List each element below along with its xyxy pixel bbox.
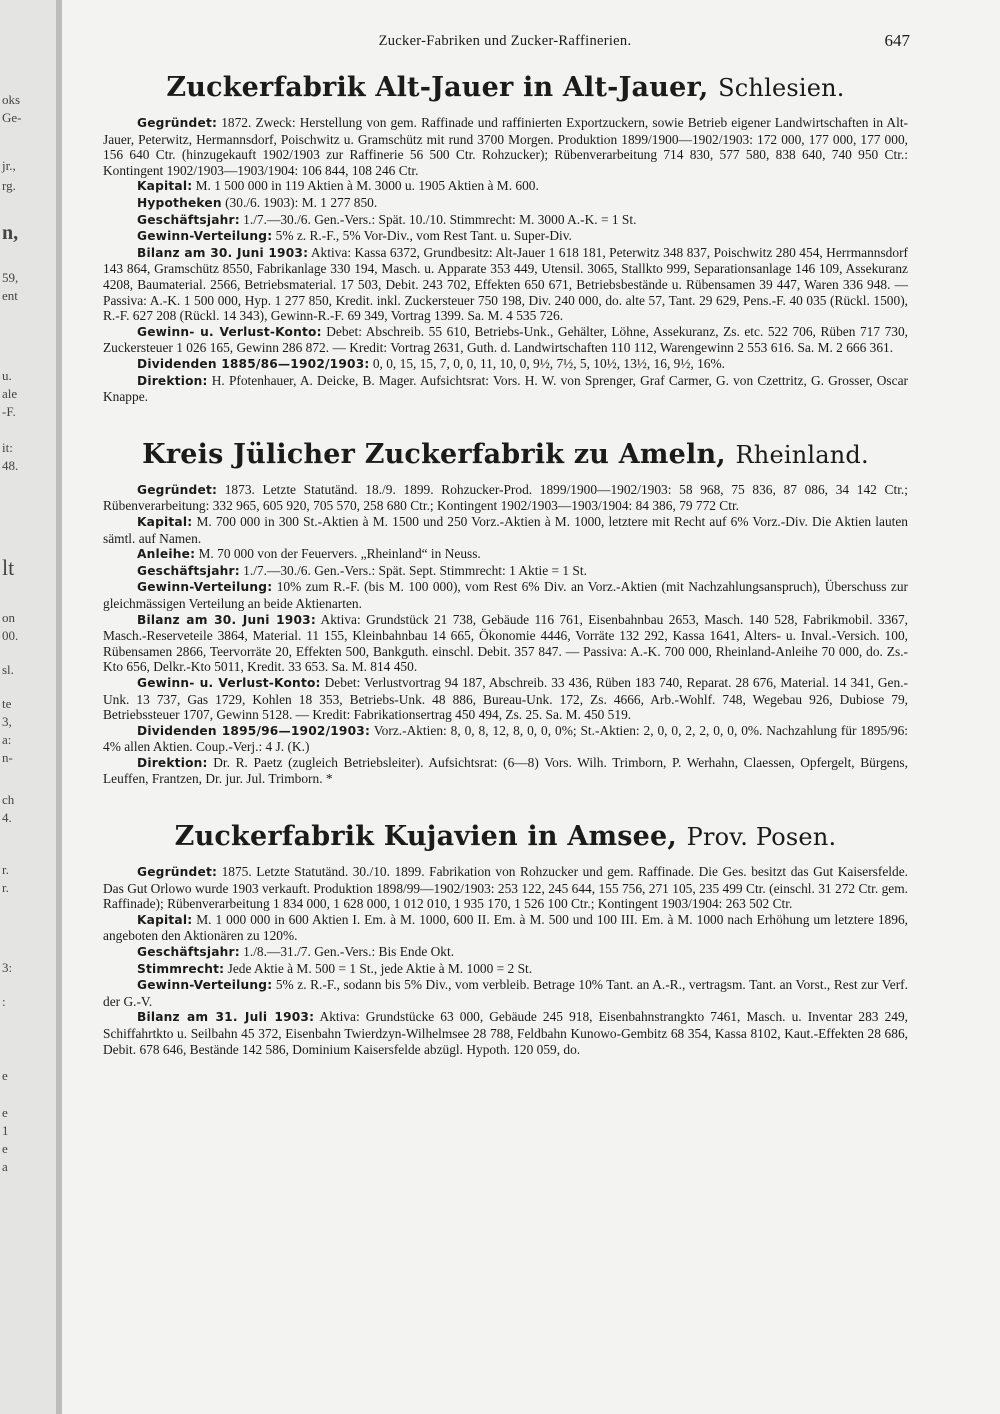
entry-text: 5% z. R.-F., sodann bis 5% Div., vom verbleib. Betrage 10% Tant. an A.-R., vertragsm. Tant. an Vorst., Rest zur Verf. der G.-V. [103,977,908,1009]
entry-text: 1875. Letzte Statutänd. 30./10. 1899. Fabrikation von Rohzucker und gem. Raffinade. Die Ges. besitzt das Gut Kaisersfelde. Das Gut Orlowo wurde 1903 verkauft. Produktion 1898/99—1902/1903: 253 122, 245 644, 155 756, 271 105, 235 499 Ctr. (einschl. 31 272 Ctr. gem. Raffinade); Rübenverarbeitung 1 834 000, 1 628 000, 1 012 010, 1 935 170, 1 526 100 Ctr.; Kontingent 1903/1904: 263 502 Ctr. [103,864,908,912]
entry-text: Jede Aktie à M. 500 = 1 St., jede Aktie à M. 1000 = 2 St. [227,960,533,976]
entry-text: 1./7.—30./6. Gen.-Vers.: Spät. Sept. Stimmrecht: 1 Aktie = 1 St. [243,562,587,578]
entry-label: Gegründet: [137,482,218,497]
gutter-fragment: : [2,994,6,1009]
entry-gewinn-verteilung [103,579,908,611]
entry-text: (30./6. 1903): M. 1 277 850. [225,195,378,211]
company-name: Kreis Jülicher Zuckerfabrik zu Ameln, [142,438,726,470]
company-entry-ameln [103,439,908,787]
entry-text: 5% z. R.-F., 5% Vor-Div., vom Rest Tant. u. Super-Div. [275,228,572,244]
gutter-fragment: r. [2,880,9,895]
gutter-fragment: 00. [2,628,19,643]
gutter-fragment: ent [2,288,18,303]
entry-hypotheken [103,195,908,212]
entry-text: 10% zum R.-F. (bis M. 100 000), vom Rest 6% Div. an Vorz.-Aktien (mit Nachzahlungsanspruch), Überschuss zur gleichmässigen Verteilung an beide Aktienarten. [103,579,908,611]
entry-label: Kapital: [137,912,193,927]
entry-geschaeftsjahr [103,944,908,961]
gutter-fragment: e [2,1068,8,1083]
entry-gewinn-verlust-konto [103,324,908,356]
company-region: Prov. Posen. [686,823,837,852]
entry-label: Kapital: [137,179,193,194]
gutter-fragment: sl. [2,662,14,677]
adjacent-page-edge [0,0,62,1414]
gutter-fragment: 59, [2,270,19,285]
entry-geschaeftsjahr [103,212,908,229]
entry-bilanz [103,1009,908,1057]
company-heading [103,821,908,852]
entry-text: Aktiva: Grundstück 21 738, Gebäude 116 761, Eisenbahnbau 2653, Masch. 140 528, Fabrikmobil. 3367, Masch.-Reserveteile 3864, Material. 11 155, Kleinbahnbau 14 665, Ökonomie 4446, Vorräte 132 292, Kassa 1641, Alters- u. Inval.-Versich. 100, Rübensamen 2866, Teervorräte 20, Effekten 500, Bankguth. einschl. Debit. 357 847. — Passiva: A.-K. 700 000, Rheinland-Anleihe 70 000, do. Zs.-Kto 656, Delkr.-Kto 5011, Kredit. 33 653. Sa. M. 814 450. [103,611,908,675]
entry-label: Bilanz am 31. Juli 1903: [137,1010,315,1025]
gutter-fragment: r. [2,862,9,877]
entry-label: Hypotheken [137,196,222,211]
entry-direktion [103,373,908,405]
entry-text: Aktiva: Grundstücke 63 000, Gebäude 245 918, Eisenbahnstrangkto 7461, Masch. u. Inventar 283 249, Schiffahrtkto u. Seilbahn 45 372, Eisenbahn Twierdzyn-Wilhelmsee 28 788, Feldbahn Kunowo-Gembitz 68 354, Kassa 8102, Kaut.-Effekten 28 686, Debit. 678 646, Bestände 142 586, Dominium Kaisersfelde abzügl. Hypoth. 120 059, do. [103,1009,908,1057]
entry-text: 0, 0, 15, 15, 7, 0, 0, 11, 10, 0, 9½, 7½, 5, 10½, 13½, 16, 9½, 16%. [372,355,725,371]
entry-bilanz [103,245,908,324]
gutter-fragment: e [2,1105,8,1120]
gutter-fragment: it: [2,440,13,455]
entry-label: Dividenden 1885/86—1902/1903: [137,356,370,371]
entry-text: 1873. Letzte Statutänd. 18./9. 1899. Rohzucker-Prod. 1899/1900—1902/1903: 58 968, 75 836, 87 086, 34 142 Ctr.; Rübenverarbeitung: 332 965, 605 920, 705 570, 258 680 Ctr.; Kontingent 1902/1903—1903/1904: 84 386, 79 772 Ctr. [103,481,908,514]
entry-gewinn-verteilung [103,228,908,245]
gutter-fragment: a: [2,732,12,747]
entry-text: Dr. R. Paetz (zugleich Betriebsleiter). Aufsichtsrat: (6—8) Vors. Wilh. Trimborn, P. Werhahn, Claessen, Opfergelt, Bürgens, Leuffen, Frantzen, Dr. jur. Jul. Trimborn. * [103,754,908,787]
entry-label: Geschäftsjahr: [137,212,240,227]
entry-direktion [103,755,908,787]
entry-gegruendet [103,864,908,912]
entry-label: Bilanz am 30. Juni 1903: [137,612,316,627]
entry-text: Debet: Abschreib. 55 610, Betriebs-Unk., Gehälter, Löhne, Assekuranz, Zs. etc. 522 706, Rüben 717 730, Zuckersteuer 1 026 165, Gewinn 286 872. — Kredit: Vortrag 2631, Guth. d. Landwirtschaften 110 112, Warengewinn 2 553 616. Sa. M. 2 666 361. [103,323,908,356]
entry-label: Anleihe: [137,547,196,562]
entry-text: H. Pfotenhauer, A. Deicke, B. Mager. Aufsichtsrat: Vors. H. W. von Sprenger, Graf Carmer, G. von Czettritz, G. Grosser, Oscar Knappe. [103,372,908,405]
gutter-fragment: e [2,1141,8,1156]
entry-label: Stimmrecht: [137,961,225,976]
gutter-fragment: jr., [2,158,16,173]
gutter-fragment: ch [2,792,15,807]
gutter-fragment: 48. [2,458,19,473]
gutter-fragment: rg. [2,178,16,193]
gutter-fragment: ale [2,386,18,401]
gutter-fragment: n, [2,222,19,244]
entry-text: 1./8.—31./7. Gen.-Vers.: Bis Ende Okt. [243,944,455,960]
entry-label: Gegründet: [137,865,218,880]
entry-kapital [103,178,908,195]
gutter-fragment: Ge- [2,110,22,125]
entry-label: Direktion: [137,755,208,770]
gutter-fragment: u. [2,368,12,383]
entry-dividenden [103,356,908,373]
gutter-fragment: a [2,1159,8,1174]
entry-label: Kapital: [137,514,193,529]
entry-anleihe [103,546,908,563]
entry-kapital [103,912,908,944]
company-region: Rheinland. [735,440,869,469]
company-entry-kujavien [103,821,908,1057]
entry-gegruendet [103,482,908,514]
gutter-fragment: 3, [2,714,12,729]
entry-label: Gegründet: [137,116,218,131]
gutter-fragment: te [2,696,12,711]
entry-text: 1./7.—30./6. Gen.-Vers.: Spät. 10./10. Stimmrecht: M. 3000 A.-K. = 1 St. [243,211,637,227]
entry-text: M. 1 500 000 in 119 Aktien à M. 3000 u. 1905 Aktien à M. 600. [195,178,539,194]
gutter-fragment: n- [2,750,13,765]
entry-geschaeftsjahr [103,563,908,580]
entry-gegruendet [103,115,908,178]
company-name: Zuckerfabrik Kujavien in Amsee, [174,821,678,853]
entry-label: Dividenden 1895/96—1902/1903: [137,723,371,738]
company-heading [103,439,908,470]
page-content [103,72,908,1091]
gutter-fragment: -F. [2,404,16,419]
entry-kapital [103,514,908,546]
gutter-fragment: lt [2,555,15,580]
entry-label: Bilanz am 30. Juni 1903: [137,245,309,260]
company-name: Zuckerfabrik Alt-Jauer in Alt-Jauer, [166,72,709,103]
company-region: Schlesien. [718,74,845,102]
entry-label: Direktion: [137,373,208,388]
gutter-fragment: oks [2,92,21,107]
entry-label: Gewinn- u. Verlust-Konto: [137,324,322,339]
entry-text: M. 1 000 000 in 600 Aktien I. Em. à M. 1000, 600 II. Em. à M. 500 und 100 III. Em. à M. 1000 nach Erhöhung um letztere 1896, angeboten den Aktionären zu 120%. [103,911,908,944]
entry-text: M. 70 000 von der Feuervers. „Rheinland“ in Neuss. [198,546,481,562]
entry-label: Gewinn-Verteilung: [137,978,273,993]
page-number: 647 [884,31,910,50]
entry-gewinn-verlust-konto [103,675,908,723]
company-entry-alt-jauer [103,72,908,405]
entry-gewinn-verteilung [103,977,908,1009]
running-header [100,33,910,55]
entry-label: Gewinn-Verteilung: [137,229,273,244]
entry-text: M. 700 000 in 300 St.-Aktien à M. 1500 und 250 Vorz.-Aktien à M. 1000, letztere mit Recht auf 6% Vorz.-Div. Die Aktien lauten sämtl. auf Namen. [103,513,908,546]
entry-dividenden [103,723,908,755]
gutter-fragment: 4. [2,810,12,825]
company-heading [103,72,908,103]
running-title: Zucker-Fabriken und Zucker-Raffinerien. [378,33,632,49]
gutter-fragment: 3: [2,960,13,975]
entry-bilanz [103,612,908,675]
gutter-fragment: 1 [2,1123,9,1138]
entry-text: Aktiva: Kassa 6372, Grundbesitz: Alt-Jauer 1 618 181, Peterwitz 348 837, Poischwitz 280 454, Herrmannsdorf 143 864, Gramschütz 8550, Fabrikanlage 330 194, Masch. u. Apparate 353 449, Utensil. 3065, Stallkto 999, Separationsanlage 146 109, Assekuranz 4208, Baumaterial. 2566, Betriebsmaterial. 17 503, Debit. 243 702, Effekten 650 671, Betriebsbestände u. Rübensamen 39 447, Waren 336 948. — Passiva: A.-K. 1 500 000, Hyp. 1 277 850, Kredit. inkl. Zuckersteuer 750 198, Div. 240 000, do. alte 57, Tant. 29 629, Pens.-F. 40 035 (Rückl. 1500), R.-F. 627 208 (Rückl. 14 343), Gewinn-R.-F. 69 349, Vortrag 1399. Sa. M. 4 535 726. [103,244,908,324]
entry-stimmrecht [103,961,908,978]
entry-label: Geschäftsjahr: [137,563,240,578]
entry-text: 1872. Zweck: Herstellung von gem. Raffinade und raffinierten Exportzuckern, sowie Betrieb eigener Landwirtschaften in Alt-Jauer, Peterwitz, Hermannsdorf, Poischwitz u. Gramschütz mit rund 3700 Morgen. Produktion 1899/1900—1902/1903: 172 000, 177 000, 177 000, 156 640 Ctr. (hinzugekauft 1902/1903 zur Raffinerie 56 500 Ctr. Rohzucker); Rübenverarbeitung 714 830, 577 580, 838 640, 740 950 Ctr.: Kontingent 1902/1903—1903/1904: 106 844, 108 246 Ctr. [103,115,908,178]
gutter-fragment: on [2,610,15,625]
entry-label: Gewinn-Verteilung: [137,580,273,595]
entry-label: Geschäftsjahr: [137,945,240,960]
entry-label: Gewinn- u. Verlust-Konto: [137,675,321,690]
entry-text: Vorz.-Aktien: 8, 0, 8, 12, 8, 0, 0, 0%; St.-Aktien: 2, 0, 0, 2, 2, 0, 0, 0%. Nachzahlung für 1895/96: 4% allen Aktien. Coup.-Verj.: 4 J. (K.) [103,722,908,755]
entry-text: Debet: Verlustvortrag 94 187, Abschreib. 33 436, Rüben 183 740, Reparat. 28 676, Material. 14 341, Gen.-Unk. 13 737, Gas 1729, Kohlen 18 353, Betriebs-Unk. 48 886, Bureau-Unk. 172, Zs. 4666, Arb.-Wohlf. 748, Wegebau 926, Dubiose 79, Betriebssteuer 1707, Gewinn 5128. — Kredit: Fabrikationsertrag 450 494, Zs. 25. Sa. M. 450 519. [103,674,909,723]
